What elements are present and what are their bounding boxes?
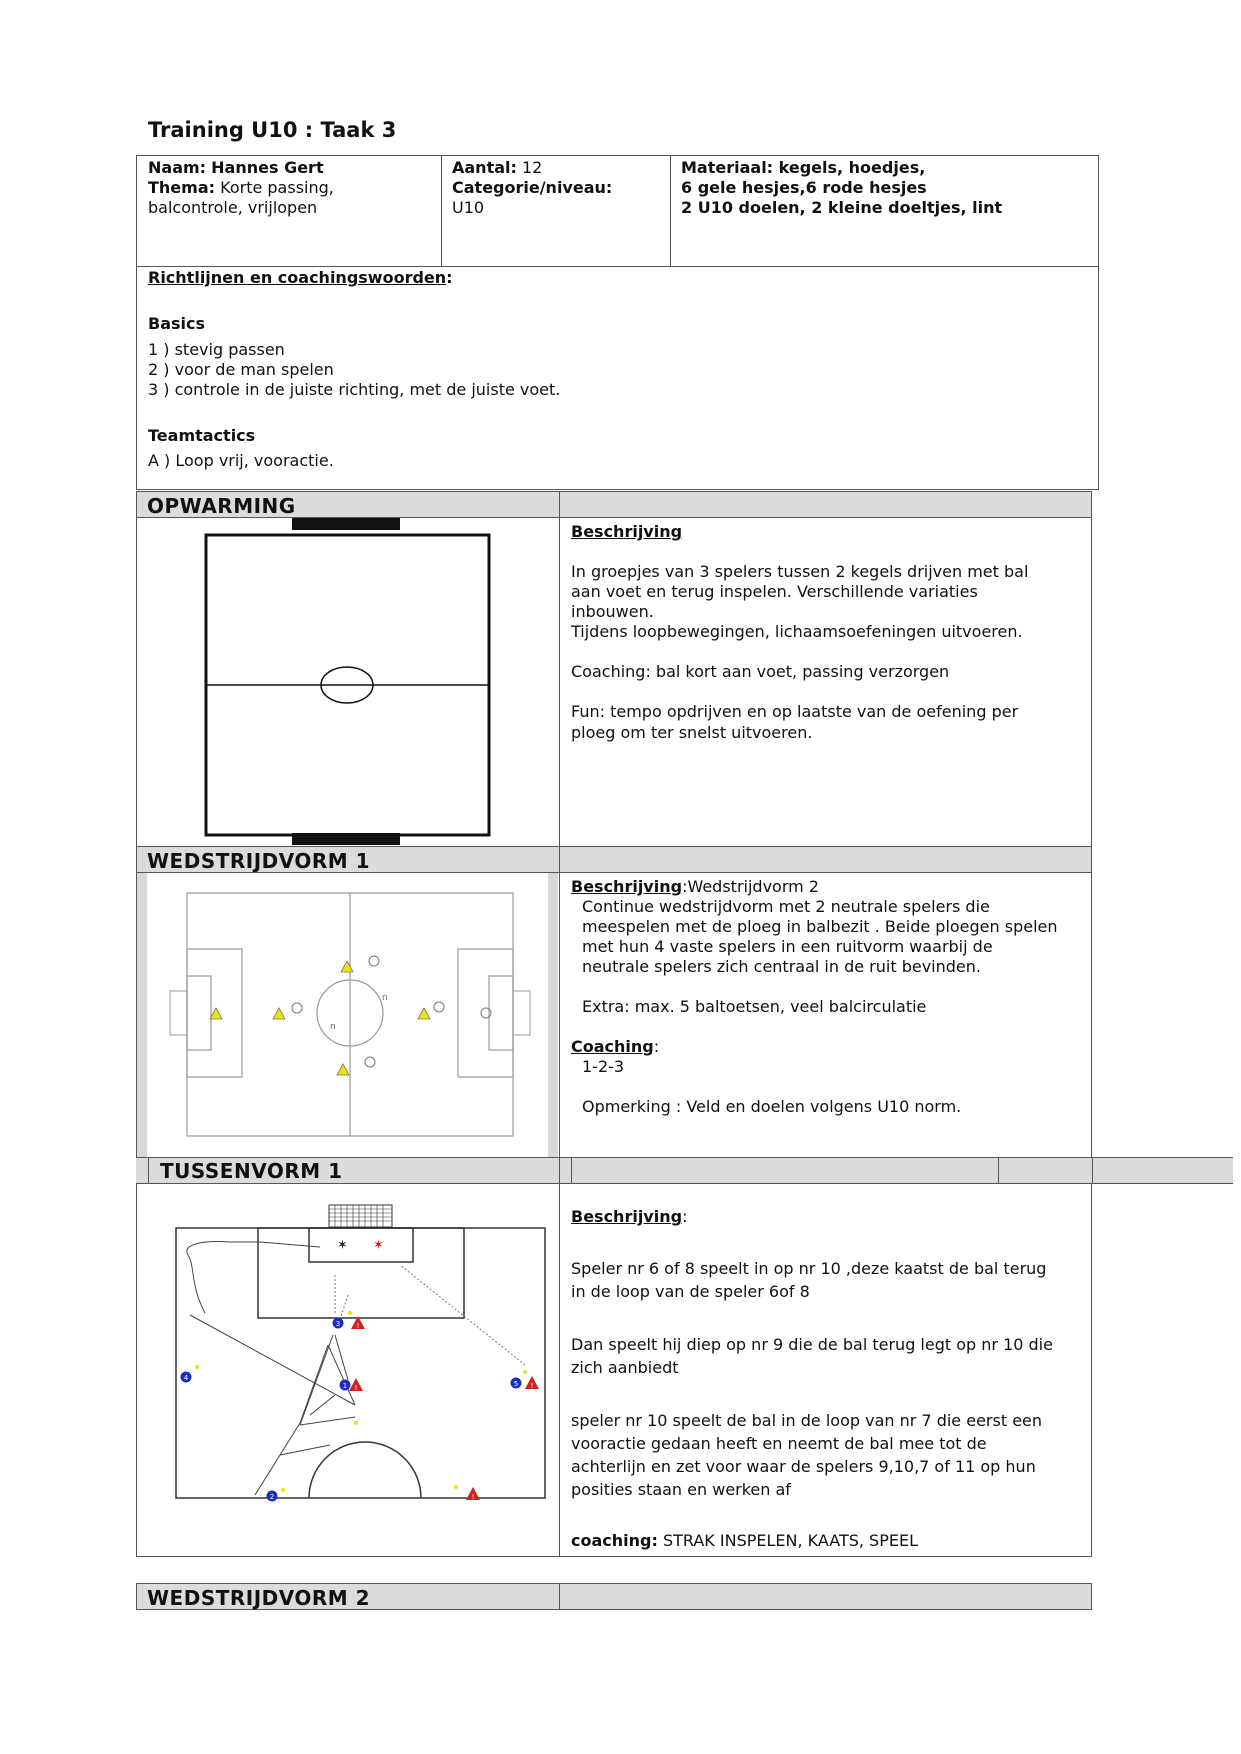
wedstrijdvorm1-desc-line: met hun 4 vaste spelers in een ruitvorm waarbij de — [582, 937, 993, 956]
ball — [281, 1488, 285, 1492]
teamtactics-item: A ) Loop vrij, vooractie. — [148, 451, 334, 470]
goal-top — [292, 518, 400, 530]
pass-arrow — [335, 1335, 348, 1380]
materiaal-line-1: Materiaal: kegels, hoedjes, — [681, 158, 926, 177]
pass-arrow — [300, 1335, 333, 1425]
player-number: 4 — [183, 1374, 189, 1382]
opwarming-coaching: Coaching: bal kort aan voet, passing verzorgen — [571, 662, 950, 681]
wedstrijdvorm1-coaching-label: Coaching — [571, 1037, 654, 1056]
tussenvorm1-desc-heading — [571, 1207, 687, 1227]
wedstrijdvorm1-desc-heading — [571, 877, 819, 897]
center-arc — [309, 1442, 421, 1498]
materiaal-line-3: 2 U10 doelen, 2 kleine doeltjes, lint — [681, 198, 1003, 217]
pass-arrow — [310, 1395, 335, 1415]
tussenvorm1-coaching-value: STRAK INSPELEN, KAATS, SPEEL — [657, 1531, 918, 1550]
field-outline — [176, 1228, 545, 1498]
wedstrijdvorm2-header — [136, 1583, 560, 1610]
ball — [354, 1421, 358, 1425]
tussenvorm1-p3-line: achterlijn en zet voor waar de spelers 9,10,7 of 11 op hun — [571, 1457, 1036, 1476]
tussenvorm1-desc-label: Beschrijving — [571, 1207, 683, 1226]
wedstrijdvorm1-extra: Extra: max. 5 baltoetsen, veel balcirculatie — [582, 997, 927, 1016]
opwarming-desc-line: aan voet en terug inspelen. Verschillende variaties — [571, 582, 978, 601]
thema-value-2: balcontrole, vrijlopen — [148, 198, 318, 217]
wedstrijdvorm1-desc-label: Beschrijving — [571, 877, 683, 896]
penalty-area — [258, 1228, 464, 1318]
pass-arrow — [328, 1345, 355, 1405]
goalkeeper-icon: ✶ — [373, 1238, 384, 1253]
opwarming-header — [136, 491, 560, 518]
opponent-mark: ! — [530, 1382, 534, 1390]
opwarming-title: OPWARMING — [147, 494, 296, 518]
guidelines-heading — [148, 268, 453, 288]
pass-arrow — [190, 1315, 355, 1405]
diagram-right-border — [548, 873, 558, 1157]
guidelines-heading-colon: : — [446, 268, 453, 287]
naam-field — [148, 158, 324, 178]
teamtactics-title: Teamtactics — [148, 426, 256, 445]
naam-label: Naam: — [148, 158, 207, 177]
ball — [523, 1370, 527, 1374]
thema-field — [148, 178, 334, 198]
diagram-left-border — [137, 873, 147, 1157]
tussenvorm1-p1-line: in de loop van de speler 6of 8 — [571, 1282, 810, 1301]
goalkeeper-icon: ✶ — [337, 1238, 348, 1253]
guidelines-heading-text: Richtlijnen en coachingswoorden — [148, 268, 447, 287]
pass-arrow — [255, 1423, 300, 1495]
aantal-value: 12 — [522, 158, 543, 177]
wedstrijdvorm1-coaching-value: 1-2-3 — [582, 1057, 625, 1076]
tussenvorm1-p2-line: Dan speelt hij diep op nr 9 die de bal terug legt op nr 10 die — [571, 1335, 1053, 1354]
opwarming-desc-line: Tijdens loopbewegingen, lichaamsoefeningen uitvoeren. — [571, 622, 1023, 641]
pass-arrow — [300, 1417, 355, 1425]
materiaal-line-2: 6 gele hesjes,6 rode hesjes — [681, 178, 927, 197]
tussenvorm1-field-diagram — [170, 1195, 550, 1517]
tussenvorm1-desc-colon: : — [682, 1207, 688, 1226]
tussenvorm1-title: TUSSENVORM 1 — [160, 1159, 343, 1183]
run-path — [187, 1242, 320, 1313]
tussenvorm1-p2-line: zich aanbiedt — [571, 1358, 679, 1377]
tussenvorm1-coaching-label: coaching: — [571, 1531, 658, 1550]
wedstrijdvorm2-title: WEDSTRIJDVORM 2 — [147, 1586, 371, 1610]
player-number: 3 — [335, 1320, 341, 1328]
wedstrijdvorm1-header-right — [559, 846, 1092, 873]
wedstrijdvorm1-coaching-heading — [571, 1037, 659, 1057]
naam-value: Hannes Gert — [211, 158, 324, 177]
thema-value-1: Korte passing, — [220, 178, 334, 197]
opwarming-fun-1: Fun: tempo opdrijven en op laatste van de oefening per — [571, 702, 1019, 721]
wedstrijdvorm1-desc-line: meespelen met de ploeg in balbezit . Beide ploegen spelen — [582, 917, 1058, 936]
opwarming-desc-line: inbouwen. — [571, 602, 654, 621]
player-number: 1 — [342, 1382, 348, 1390]
opwarming-fun-2: ploeg om ter snelst uitvoeren. — [571, 723, 813, 742]
player-number: 2 — [269, 1493, 275, 1501]
wedstrijdvorm1-desc-line: neutrale spelers zich centraal in de ruit bevinden. — [582, 957, 981, 976]
ball — [195, 1365, 199, 1369]
aantal-label: Aantal: — [452, 158, 517, 177]
aantal-field — [452, 158, 542, 178]
basics-item: 1 ) stevig passen — [148, 340, 285, 359]
opwarming-desc-line: In groepjes van 3 spelers tussen 2 kegels drijven met bal — [571, 562, 1029, 581]
categorie-value: U10 — [452, 198, 485, 217]
tussenvorm1-p3-line: posities staan en werken af — [571, 1480, 791, 1499]
opponent-mark: ! — [354, 1384, 358, 1392]
ball — [348, 1311, 352, 1315]
wedstrijdvorm2-header-right — [559, 1583, 1092, 1610]
tussenvorm1-coaching — [571, 1531, 918, 1551]
wedstrijdvorm1-desc-line: Continue wedstrijdvorm met 2 neutrale spelers die — [582, 897, 990, 916]
wedstrijdvorm1-desc-suffix: :Wedstrijdvorm 2 — [682, 877, 819, 896]
goal-bottom — [292, 833, 400, 845]
goal-net — [329, 1205, 392, 1227]
page-title: Training U10 : Taak 3 — [148, 118, 397, 142]
neutral-label: n — [382, 993, 388, 1003]
categorie-label: Categorie/niveau: — [452, 178, 613, 197]
opponent-mark: ! — [356, 1322, 360, 1330]
run-arrow — [400, 1265, 525, 1365]
basics-title: Basics — [148, 314, 206, 333]
tussenvorm1-p3-line: speler nr 10 speelt de bal in de loop van nr 7 die eerst een — [571, 1411, 1043, 1430]
pass-arrow — [280, 1445, 330, 1455]
neutral-label: n — [330, 1022, 336, 1032]
wedstrijdvorm1-field-diagram — [137, 873, 558, 1157]
basics-item: 3 ) controle in de juiste richting, met de juiste voet. — [148, 380, 561, 399]
thema-label: Thema: — [148, 178, 216, 197]
opwarming-header-right — [559, 491, 1092, 518]
ball — [454, 1485, 458, 1489]
player-number: 5 — [513, 1380, 519, 1388]
opwarming-desc-label: Beschrijving — [571, 522, 683, 541]
goal-area — [309, 1228, 413, 1262]
wedstrijdvorm1-opmerking: Opmerking : Veld en doelen volgens U10 norm. — [582, 1097, 962, 1116]
basics-item: 2 ) voor de man spelen — [148, 360, 334, 379]
tussenvorm1-p3-line: vooractie gedaan heeft en neemt de bal mee tot de — [571, 1434, 987, 1453]
run-arrow — [340, 1295, 348, 1320]
tussenvorm1-p1-line: Speler nr 6 of 8 speelt in op nr 10 ,deze kaatst de bal terug — [571, 1259, 1047, 1278]
wedstrijdvorm1-header — [136, 846, 560, 873]
wedstrijdvorm1-coaching-colon: : — [653, 1037, 660, 1056]
opponent-mark: ! — [471, 1493, 475, 1501]
wedstrijdvorm1-title: WEDSTRIJDVORM 1 — [147, 849, 371, 873]
opwarming-field-diagram — [195, 517, 495, 847]
